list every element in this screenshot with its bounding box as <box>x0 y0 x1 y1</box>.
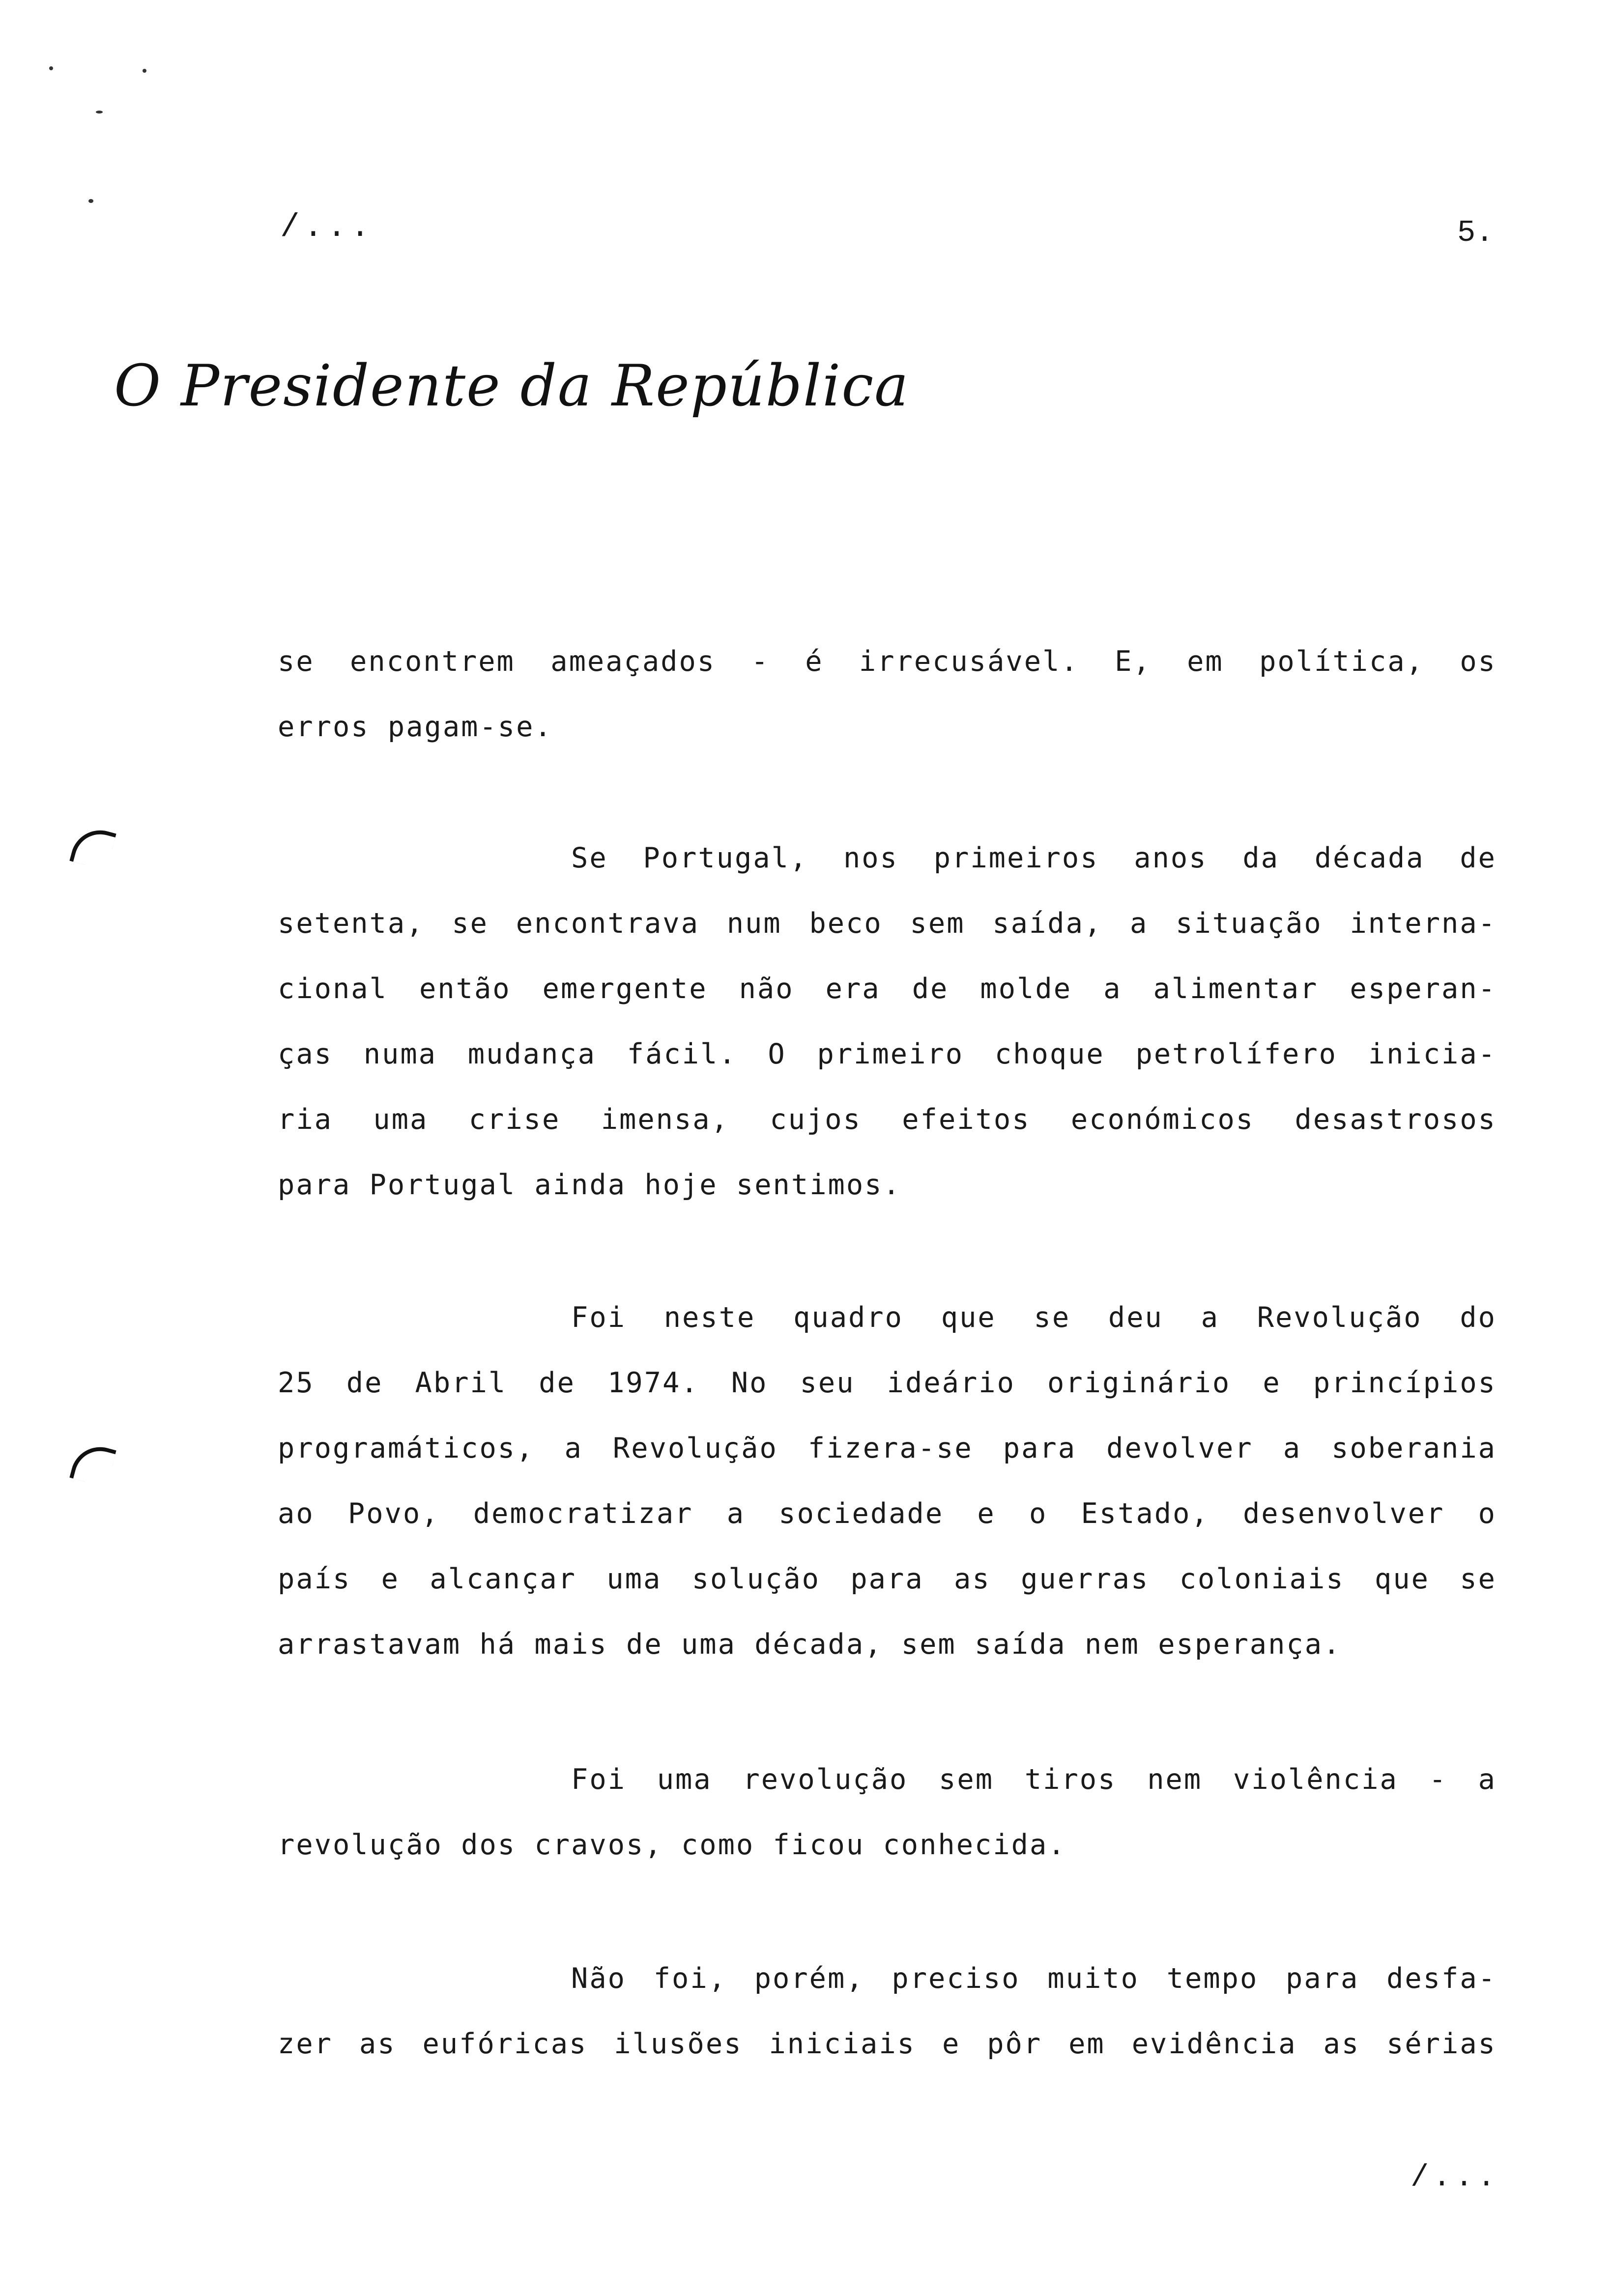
paragraph-3 <box>278 1285 1497 1677</box>
text-line: setenta, se encontrava num beco sem saída, a situação interna- <box>278 907 1497 940</box>
text-line: Se Portugal, nos primeiros anos da década de <box>571 842 1497 874</box>
scan-speck <box>96 111 103 114</box>
text-line: para Portugal ainda hoje sentimos. <box>278 1169 901 1201</box>
paragraph-4 <box>278 1747 1497 1878</box>
letterhead-title: O Presidente da República <box>114 353 910 419</box>
text-line: arrastavam há mais de uma década, sem saída nem esperança. <box>278 1628 1342 1661</box>
text-line: se encontrem ameaçados - é irrecusável. E, em política, os <box>278 645 1497 678</box>
text-line: ao Povo, democratizar a sociedade e o Estado, desenvolver o <box>278 1497 1497 1530</box>
text-line: Foi uma revolução sem tiros nem violência - a <box>571 1763 1497 1796</box>
page-number: 5. <box>1457 215 1494 250</box>
scan-speck <box>49 66 53 70</box>
paragraph-1 <box>278 629 1497 760</box>
scan-speck <box>143 69 146 73</box>
continuation-marker-top: /... <box>280 209 374 246</box>
text-line: Foi neste quadro que se deu a Revolução do <box>571 1301 1497 1334</box>
text-line: revolução dos cravos, como ficou conhecida. <box>278 1829 1066 1861</box>
paragraph-2 <box>278 826 1497 1218</box>
continuation-marker-bottom: /... <box>1410 2160 1499 2195</box>
text-line: programáticos, a Revolução fizera-se para devolver a soberania <box>278 1432 1497 1464</box>
margin-bracket-mark <box>69 824 116 871</box>
paragraph-5 <box>278 1946 1497 2077</box>
text-line: Não foi, porém, preciso muito tempo para desfa- <box>571 1962 1497 1995</box>
scan-speck <box>88 199 93 203</box>
text-line: ças numa mudança fácil. O primeiro choque petrolífero inicia- <box>278 1038 1497 1070</box>
text-line: 25 de Abril de 1974. No seu ideário originário e princípios <box>278 1367 1497 1399</box>
text-line: ria uma crise imensa, cujos efeitos económicos desastrosos <box>278 1103 1497 1136</box>
text-line: país e alcançar uma solução para as guerras coloniais que se <box>278 1563 1497 1595</box>
text-line: zer as eufóricas ilusões iniciais e pôr em evidência as sérias <box>278 2028 1497 2060</box>
text-line: cional então emergente não era de molde a alimentar esperan- <box>278 973 1497 1005</box>
text-line: erros pagam-se. <box>278 711 553 743</box>
margin-bracket-mark <box>69 1440 116 1488</box>
